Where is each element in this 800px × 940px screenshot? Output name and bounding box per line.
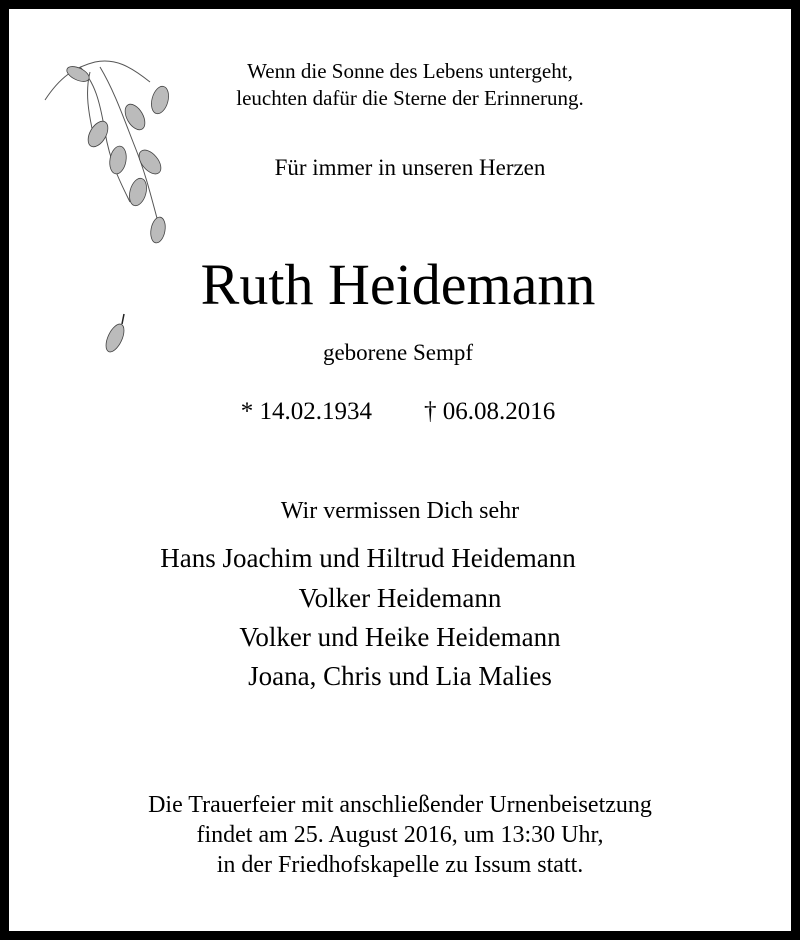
deceased-name: Ruth Heidemann [200,252,596,317]
quote-line-1: Wenn die Sonne des Lebens untergeht, [247,59,573,83]
birth-name: geborene Sempf [322,340,474,365]
quote-line-2: leuchten dafür die Sterne der Erinnerung. [236,86,584,110]
ceremony-line-1: Die Trauerfeier mit anschließender Urnenbeisetzung [148,792,652,818]
death-date: † 06.08.2016 [424,398,556,425]
family-line-2: Volker Heidemann [298,583,502,613]
forever-text: Für immer in unseren Herzen [274,155,546,180]
miss-text: Wir vermissen Dich sehr [280,498,520,524]
birth-date: * 14.02.1934 [240,398,372,425]
dates [0,398,798,426]
ceremony-line-3: in der Friedhofskapelle zu Issum statt. [216,852,584,878]
family-line-3: Volker und Heike Heidemann [239,622,561,652]
family-line-4: Joana, Chris und Lia Malies [248,661,552,691]
family-line-1: Hans Joachim und Hiltrud Heidemann [160,543,576,573]
ceremony-line-2: findet am 25. August 2016, um 13:30 Uhr, [196,822,604,848]
